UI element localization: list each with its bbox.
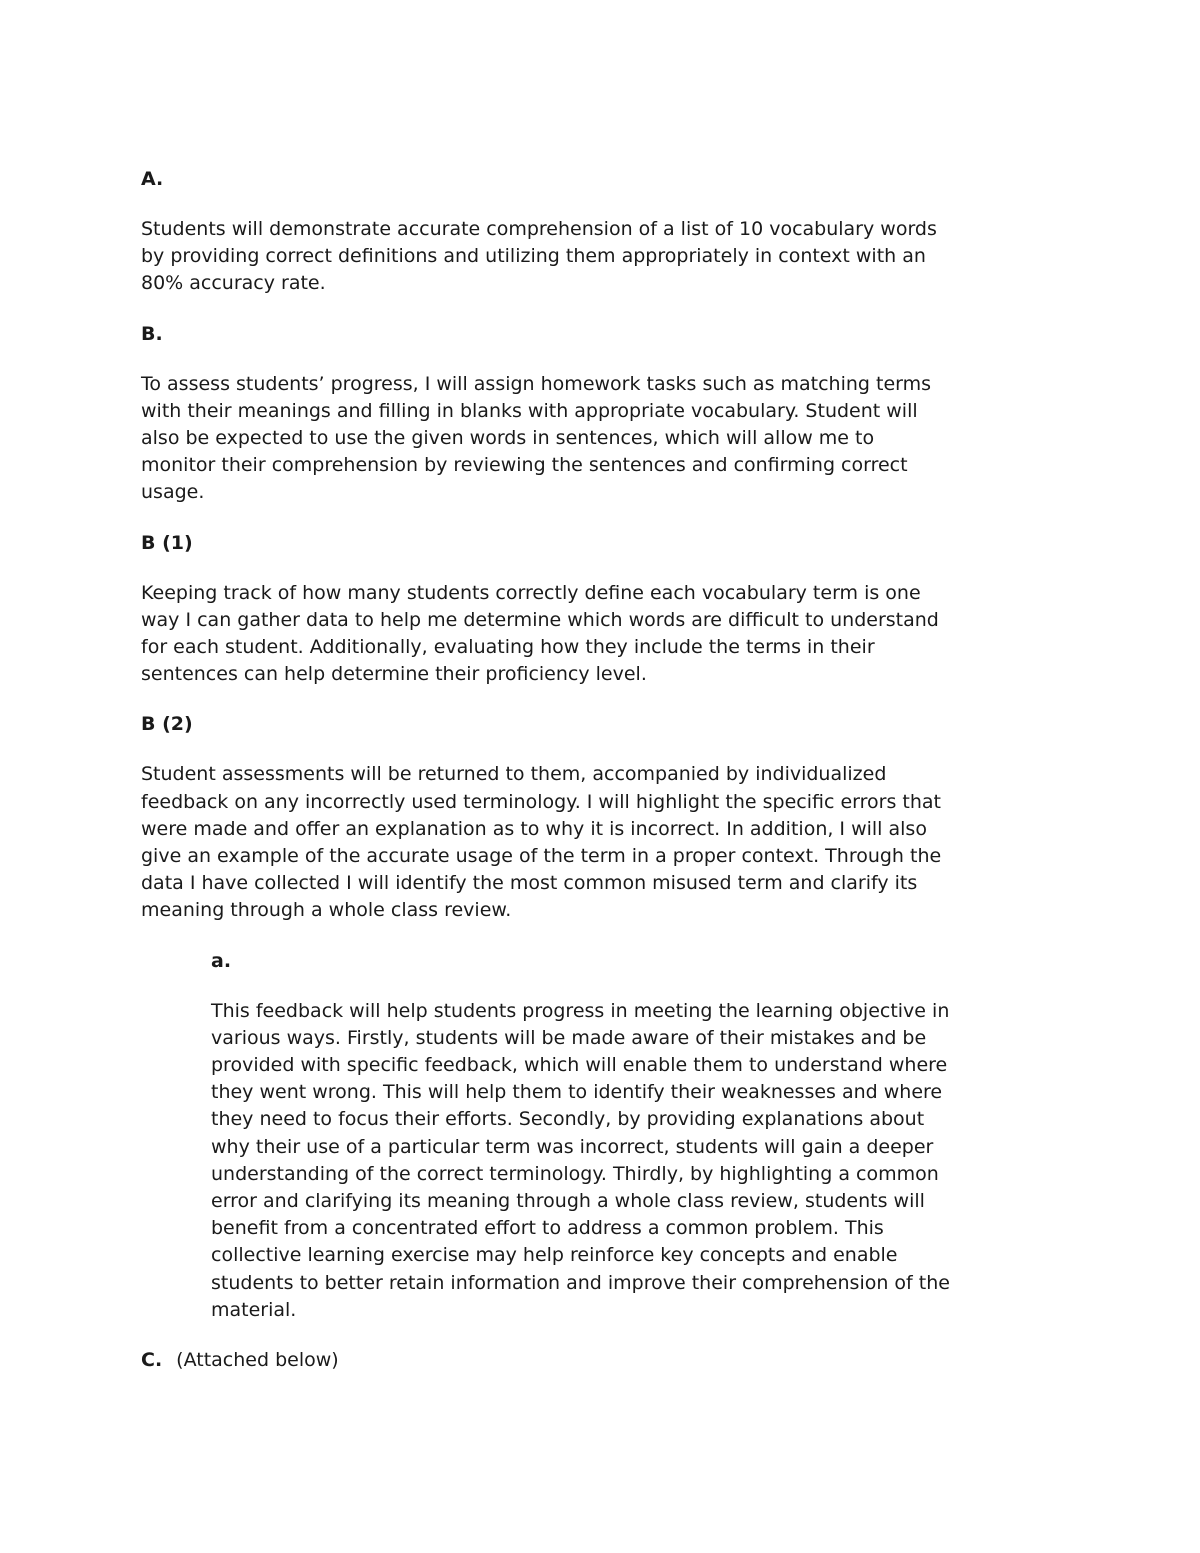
- paragraph-line: were made and offer an explanation as to why it is incorrect. In addition, I will also: [141, 817, 927, 840]
- paragraph-line: meaning through a whole class review.: [141, 899, 512, 922]
- paragraph-line: Keeping track of how many students correctly define each vocabulary term is one: [141, 581, 921, 604]
- paragraph-line: 80% accuracy rate.: [141, 272, 326, 295]
- paragraph-line: for each student. Additionally, evaluating how they include the terms in their: [141, 636, 875, 659]
- paragraph-line: To assess students’ progress, I will assign homework tasks such as matching terms: [141, 372, 932, 395]
- paragraph-line: by providing correct definitions and utilizing them appropriately in context with an: [141, 245, 926, 268]
- document-body: [141, 166, 1056, 1374]
- section-a-paragraph: [141, 216, 1056, 298]
- paragraph-line: usage.: [141, 481, 205, 504]
- paragraph-line: data I have collected I will identify the most common misused term and clarify its: [141, 872, 918, 895]
- paragraph-line: material.: [211, 1298, 297, 1321]
- paragraph-line: monitor their comprehension by reviewing the sentences and confirming correct: [141, 454, 908, 477]
- section-b2-paragraph: [141, 761, 1056, 924]
- paragraph-line: also be expected to use the given words in sentences, which will allow me to: [141, 427, 875, 450]
- paragraph-line: give an example of the accurate usage of the term in a proper context. Through the: [141, 845, 942, 868]
- paragraph-line: feedback on any incorrectly used terminology. I will highlight the specific errors that: [141, 790, 941, 813]
- section-b1-heading: B (1): [141, 531, 193, 554]
- paragraph-line: collective learning exercise may help reinforce key concepts and enable: [211, 1244, 898, 1267]
- paragraph-line: they went wrong. This will help them to identify their weaknesses and where: [211, 1081, 943, 1104]
- paragraph-line: why their use of a particular term was incorrect, students will gain a deeper: [211, 1135, 934, 1158]
- section-b-heading: B.: [141, 322, 163, 345]
- paragraph-line: way I can gather data to help me determine which words are difficult to understand: [141, 608, 939, 631]
- paragraph-line: they need to focus their efforts. Secondly, by providing explanations about: [211, 1108, 925, 1131]
- section-b-paragraph: [141, 371, 1056, 507]
- subsection-a-paragraph: [211, 998, 1056, 1324]
- paragraph-line: Students will demonstrate accurate comprehension of a list of 10 vocabulary words: [141, 218, 937, 240]
- paragraph-line: with their meanings and filling in blanks with appropriate vocabulary. Student will: [141, 399, 918, 422]
- subsection-a-heading: a.: [211, 949, 232, 972]
- section-b2-heading: B (2): [141, 713, 193, 736]
- paragraph-line: sentences can help determine their proficiency level.: [141, 663, 647, 686]
- paragraph-line: various ways. Firstly, students will be made aware of their mistakes and be: [211, 1026, 927, 1049]
- paragraph-line: students to better retain information and improve their comprehension of the: [211, 1271, 950, 1294]
- section-b1-paragraph: [141, 580, 1056, 689]
- paragraph-line: understanding of the correct terminology. Thirdly, by highlighting a common: [211, 1162, 939, 1185]
- section-a-heading: A.: [141, 168, 164, 190]
- paragraph-line: error and clarifying its meaning through a whole class review, students will: [211, 1190, 925, 1213]
- section-c-heading: [141, 1347, 1056, 1374]
- paragraph-line: provided with specific feedback, which will enable them to understand where: [211, 1054, 948, 1077]
- paragraph-line: This feedback will help students progress in meeting the learning objective in: [211, 999, 950, 1022]
- section-c-note: (Attached below): [176, 1349, 339, 1372]
- paragraph-line: benefit from a concentrated effort to address a common problem. This: [211, 1217, 884, 1240]
- section-c-label: C.: [141, 1349, 163, 1372]
- paragraph-line: Student assessments will be returned to them, accompanied by individualized: [141, 763, 887, 786]
